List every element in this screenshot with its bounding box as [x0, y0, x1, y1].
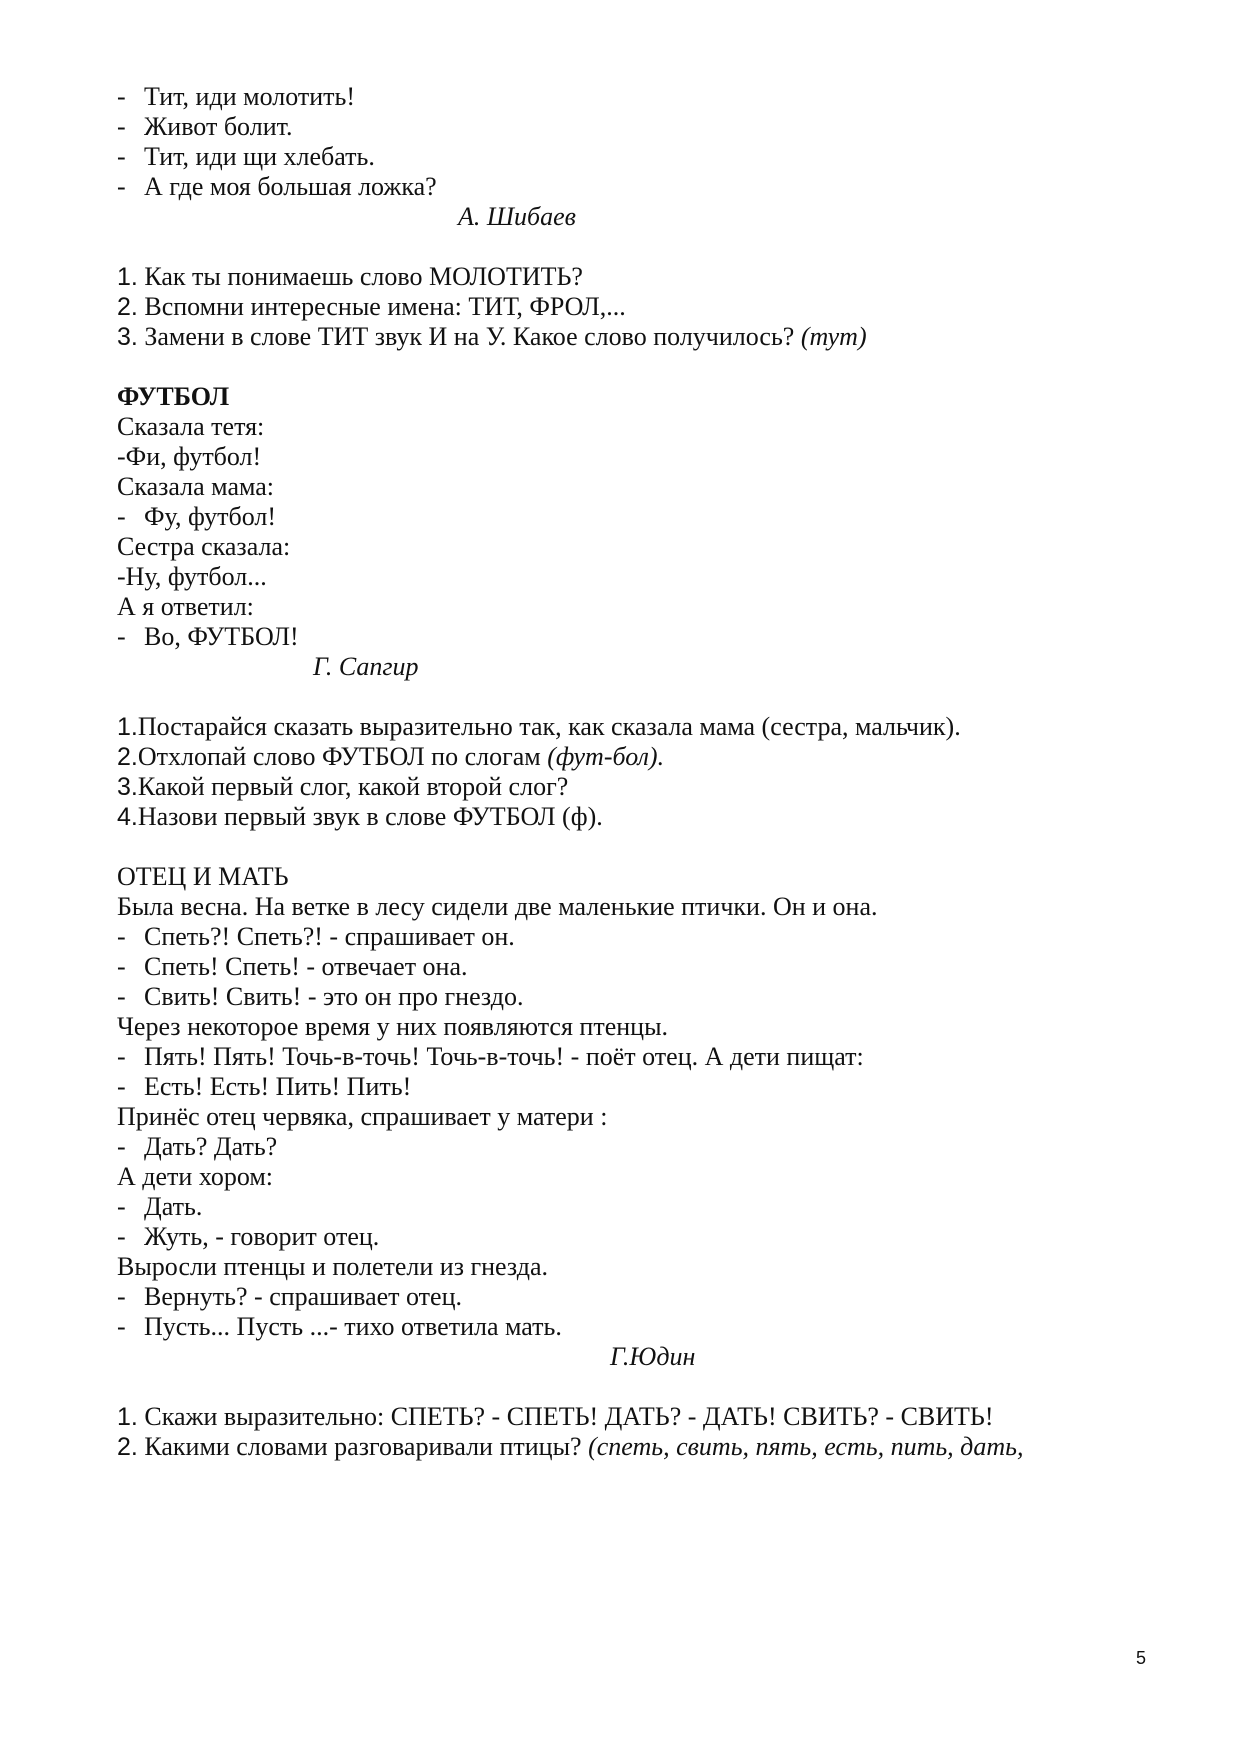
story-line: А дети хором:	[117, 1162, 274, 1191]
question-item: 1. Скажи выразительно: СПЕТЬ? - СПЕТЬ! ДАТЬ? - ДАТЬ! СВИТЬ? - СВИТЬ!	[117, 1402, 994, 1431]
author-sapgir: Г. Сапгир	[313, 652, 419, 681]
story-line: - Пусть... Пусть ...- тихо ответила мать.	[117, 1312, 562, 1341]
poem-line: -Ну, футбол...	[117, 562, 267, 591]
question-item: 4.Назови первый звук в слове ФУТБОЛ (ф).	[117, 802, 603, 831]
question-item: 2. Какими словами разговаривали птицы? (спеть, свить, пять, есть, пить, дать,	[117, 1432, 1024, 1461]
section-title-story: ОТЕЦ И МАТЬ	[117, 862, 289, 891]
story-line: - Дать? Дать?	[117, 1132, 278, 1161]
question-item: 3.Какой первый слог, какой второй слог?	[117, 772, 569, 801]
poem-line: -Фи, футбол!	[117, 442, 262, 471]
story-line: - Спеть?! Спеть?! - спрашивает он.	[117, 922, 515, 951]
poem-line: А я ответил:	[117, 592, 254, 621]
story-line: Выросли птенцы и полетели из гнезда.	[117, 1252, 548, 1281]
story-line: - Пять! Пять! Точь-в-точь! Точь-в-точь! - поёт отец. А дети пищат:	[117, 1042, 864, 1071]
story-line: Была весна. На ветке в лесу сидели две маленькие птички. Он и она.	[117, 892, 878, 921]
story-line: - Спеть! Спеть! - отвечает она.	[117, 952, 468, 981]
author-yudin: Г.Юдин	[610, 1342, 696, 1371]
dialogue-line: - Тит, иди щи хлебать.	[117, 142, 375, 171]
question-item: 3. Замени в слове ТИТ звук И на У. Какое слово получилось? (тут)	[117, 322, 867, 351]
question-item: 1. Как ты понимаешь слово МОЛОТИТЬ?	[117, 262, 583, 291]
poem-line: - Фу, футбол!	[117, 502, 277, 531]
dialogue-line: - Тит, иди молотить!	[117, 82, 356, 111]
story-line: Через некоторое время у них появляются птенцы.	[117, 1012, 669, 1041]
question-item: 1.Постарайся сказать выразительно так, как сказала мама (сестра, мальчик).	[117, 712, 961, 741]
story-line: - Вернуть? - спрашивает отец.	[117, 1282, 462, 1311]
story-line: - Дать.	[117, 1192, 203, 1221]
section-title-football: ФУТБОЛ	[117, 382, 230, 411]
story-line: - Жуть, - говорит отец.	[117, 1222, 380, 1251]
story-line: - Свить! Свить! - это он про гнездо.	[117, 982, 524, 1011]
dialogue-line: - А где моя большая ложка?	[117, 172, 437, 201]
author-shibaev: А. Шибаев	[458, 202, 576, 231]
poem-line: Сказала мама:	[117, 472, 275, 501]
dialogue-line: - Живот болит.	[117, 112, 293, 141]
poem-line: Сказала тетя:	[117, 412, 265, 441]
question-item: 2. Вспомни интересные имена: ТИТ, ФРОЛ,...	[117, 292, 626, 321]
story-line: Принёс отец червяка, спрашивает у матери :	[117, 1102, 608, 1131]
poem-line: - Во, ФУТБОЛ!	[117, 622, 299, 651]
page-number: 5	[1136, 1648, 1147, 1668]
poem-line: Сестра сказала:	[117, 532, 291, 561]
question-item: 2.Отхлопай слово ФУТБОЛ по слогам (фут-бол).	[117, 742, 665, 771]
story-line: - Есть! Есть! Пить! Пить!	[117, 1072, 412, 1101]
